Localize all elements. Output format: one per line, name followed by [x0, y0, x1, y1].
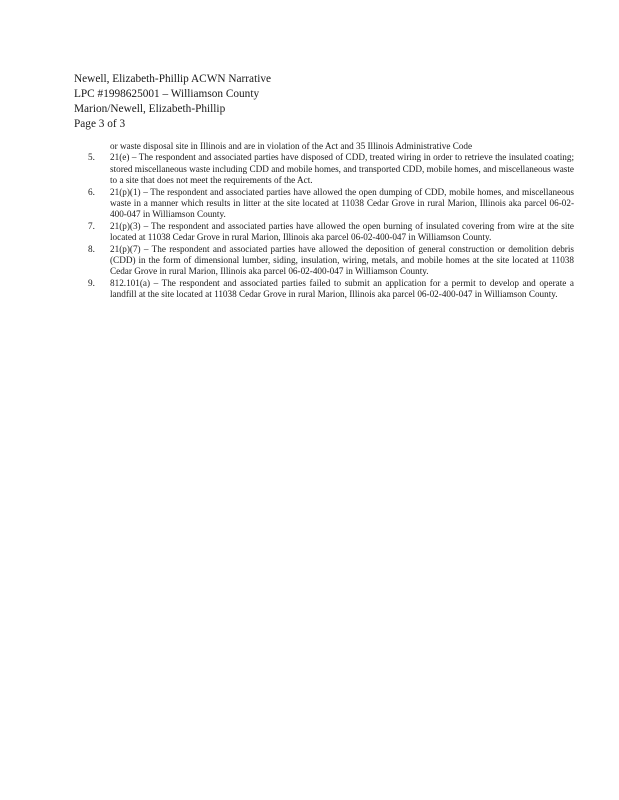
- item-text: 812.101(a) – The respondent and associated parties failed to submit an application for a permit to develop and operate a landfill at the site located at 11038 Cedar Grove in rural Marion, Illinois aka parcel 06-02-400-047 in Williamson County.: [110, 277, 574, 300]
- item-text: 21(p)(3) – The respondent and associated parties have allowed the open burning of insulated covering from wire at the site located at 11038 Cedar Grove in rural Marion, Illinois aka parcel 06-02-400-047 in Williamson County.: [110, 220, 574, 243]
- item-number: 9.: [88, 277, 95, 288]
- item-number: 5.: [88, 152, 95, 163]
- item-text: 21(p)(7) – The respondent and associated parties have allowed the deposition of general construction or demolition debris (CDD) in the form of dimensional lumber, siding, insulation, wiring, metals, and mobile homes at the site located at 11038 Cedar Grove in rural Marion, Illinois aka parcel 06-02-400-047 in Williamson County.: [110, 243, 574, 277]
- item-text: 21(e) – The respondent and associated parties have disposed of CDD, treated wiring in order to retrieve the insulated coating; stored miscellaneous waste including CDD and mobile homes, and transported CDD, mobile homes, and miscellaneous waste to a site that does not meet the requirements of the Act.: [110, 152, 574, 186]
- lpc-number: LPC #1998625001 – Williamson County: [74, 88, 260, 100]
- continued-paragraph: or waste disposal site in Illinois and are in violation of the Act and 35 Illinois Administrative Code: [110, 141, 473, 151]
- item-number: 8.: [88, 243, 95, 254]
- page-number: Page 3 of 3: [74, 118, 126, 130]
- list-item: [88, 243, 574, 278]
- item-number: 6.: [88, 186, 95, 197]
- site-name: Marion/Newell, Elizabeth-Phillip: [74, 103, 226, 115]
- list-item: [88, 152, 574, 186]
- item-number: 7.: [88, 220, 95, 231]
- item-text: 21(p)(1) – The respondent and associated parties have allowed the open dumping of CDD, mobile homes, and miscellaneous waste in a manner which results in litter at the site located at 11038 Cedar Grove in rural Marion, Illinois aka parcel 06-02-400-047 in Williamson County.: [110, 186, 574, 220]
- list-item: [88, 186, 574, 221]
- page-header: [74, 72, 271, 132]
- list-item: [88, 277, 574, 301]
- list-item: [88, 220, 574, 244]
- violations-list: [88, 141, 574, 301]
- document-title: Newell, Elizabeth-Phillip ACWN Narrative: [74, 73, 272, 85]
